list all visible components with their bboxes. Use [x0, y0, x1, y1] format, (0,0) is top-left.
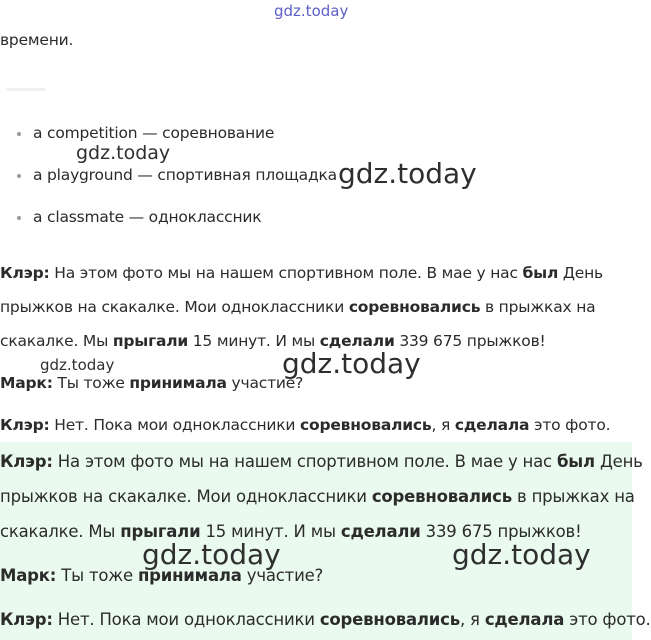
dialogue-line: прыжков на скакалке. Мои одноклассники соревновались в прыжках на [0, 298, 596, 316]
vocab-item: a playground — спортивная площадка [33, 166, 337, 184]
speaker-name: Марк: [0, 374, 53, 392]
watermark: gdz.today [40, 356, 115, 374]
dialogue-line: Марк: Ты тоже принимала участие? [0, 566, 324, 585]
bullet-dot [17, 174, 21, 178]
bullet-dot [17, 132, 21, 136]
dialogue-line: Клэр: Нет. Пока мои одноклассники соревновались, я сделала это фото. [0, 610, 651, 629]
dialogue-line: скакалке. Мы прыгали 15 минут. И мы сделали 339 675 прыжков! [0, 332, 546, 350]
speaker-name: Клэр: [0, 264, 50, 282]
speaker-name: Марк: [0, 566, 57, 585]
bullet-dot [17, 216, 21, 220]
faint-divider [6, 88, 46, 91]
watermark: gdz.today [142, 538, 281, 571]
dialogue-line: Марк: Ты тоже принимала участие? [0, 374, 304, 392]
speaker-name: Клэр: [0, 610, 53, 629]
dialogue-line: Клэр: Нет. Пока мои одноклассники соревновались, я сделала это фото. [0, 416, 611, 434]
intro-text: времени. [0, 31, 74, 49]
dialogue-line: Клэр: На этом фото мы на нашем спортивном поле. В мае у нас был День [0, 264, 603, 282]
speaker-name: Клэр: [0, 452, 53, 471]
watermark: gdz.today [282, 347, 421, 380]
dialogue-line: Клэр: На этом фото мы на нашем спортивном поле. В мае у нас был День [0, 452, 643, 471]
dialogue-line: прыжков на скакалке. Мои одноклассники соревновались в прыжках на [0, 487, 635, 506]
speaker-name: Клэр: [0, 416, 50, 434]
watermark: gdz.today [338, 157, 477, 190]
vocab-item: a classmate — одноклассник [33, 208, 262, 226]
watermark: gdz.today [76, 142, 171, 164]
watermark: gdz.today [452, 538, 591, 571]
vocab-item: a competition — соревнование [33, 124, 275, 142]
watermark-top: gdz.today [274, 2, 349, 20]
dialogue-line: скакалке. Мы прыгали 15 минут. И мы сделали 339 675 прыжков! [0, 522, 582, 541]
